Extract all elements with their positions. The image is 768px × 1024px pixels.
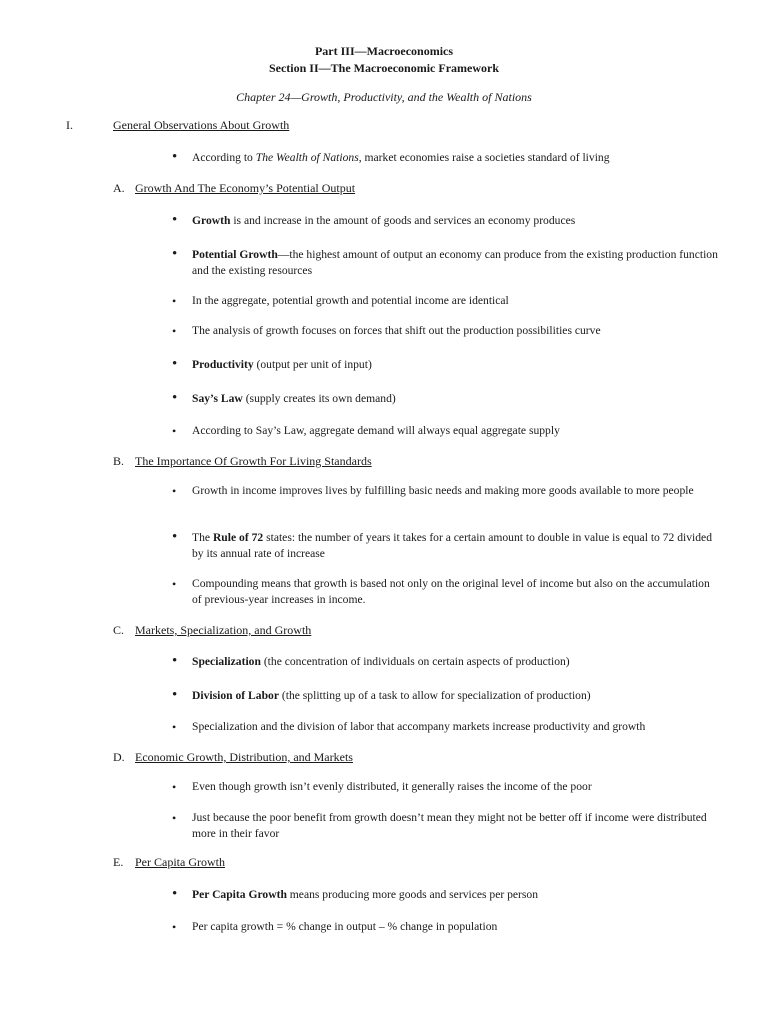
bullet-icon: • [172, 577, 177, 591]
outline-numeral: I. [66, 118, 73, 132]
list-item: Specialization (the concentration of individuals on certain aspects of production) [192, 655, 570, 668]
bullet-icon: • [172, 212, 178, 228]
section-a-heading: Growth And The Economy’s Potential Output [135, 181, 356, 195]
list-item: Say’s Law (supply creates its own demand) [192, 392, 396, 405]
list-item: Potential Growth—the highest amount of output an economy can produce from the existing production function and the existing resources [192, 248, 718, 277]
section-d-letter: D. [113, 750, 125, 764]
list-item: Just because the poor benefit from growth doesn’t mean they might not be better off if income were distributed more in their favor [192, 811, 707, 840]
bullet-icon: • [172, 720, 177, 734]
bullet-icon: • [172, 920, 177, 934]
list-item: In the aggregate, potential growth and potential income are identical [192, 294, 509, 307]
bullet-icon: • [172, 653, 178, 669]
list-item: Even though growth isn’t evenly distributed, it generally raises the income of the poor [192, 780, 592, 793]
bullet-icon: • [172, 294, 177, 308]
bullet-icon: • [172, 246, 178, 262]
intro-item: According to The Wealth of Nations, market economies raise a societies standard of living [192, 151, 610, 164]
list-item: Per Capita Growth means producing more goods and services per person [192, 888, 539, 901]
section-b-heading: The Importance Of Growth For Living Standards [135, 454, 372, 468]
list-item: Per capita growth = % change in output – % change in population [192, 920, 498, 933]
section-d-heading: Economic Growth, Distribution, and Markets [135, 750, 353, 764]
list-item: According to Say’s Law, aggregate demand will always equal aggregate supply [192, 424, 560, 437]
bullet-icon: • [172, 529, 178, 545]
list-item: Compounding means that growth is based not only on the original level of income but also on the accumulation of previous-year increases in income. [192, 577, 710, 606]
bullet-icon: • [172, 424, 177, 438]
list-item: Growth in income improves lives by fulfilling basic needs and making more goods available to more people [192, 484, 694, 497]
bullet-icon: • [172, 886, 178, 902]
list-item: Growth is and increase in the amount of goods and services an economy produces [192, 214, 576, 227]
section-e-heading: Per Capita Growth [135, 855, 225, 869]
list-item: Division of Labor (the splitting up of a task to allow for specialization of production) [192, 689, 591, 702]
bullet-icon: • [172, 780, 177, 794]
section-c-letter: C. [113, 623, 125, 637]
outline-heading: General Observations About Growth [113, 118, 290, 132]
part-title: Part III—Macroeconomics [314, 44, 454, 58]
section-a-letter: A. [113, 181, 125, 195]
list-item: The Rule of 72 states: the number of years it takes for a certain amount to double in value is equal to 72 divided by its annual rate of increase [192, 531, 712, 560]
bullet-icon: • [172, 687, 178, 703]
bullet-icon: • [172, 390, 178, 406]
chapter-title: Chapter 24—Growth, Productivity, and the Wealth of Nations [236, 90, 532, 104]
bullet-icon: • [172, 484, 177, 498]
bullet-icon: • [172, 356, 178, 372]
list-item: The analysis of growth focuses on forces that shift out the production possibilities curve [192, 324, 601, 337]
list-item: Productivity (output per unit of input) [192, 358, 372, 371]
section-b-letter: B. [113, 454, 125, 468]
section-e-letter: E. [113, 855, 124, 869]
bullet-icon: • [172, 149, 178, 165]
section-title: Section II—The Macroeconomic Framework [268, 61, 500, 75]
section-c-heading: Markets, Specialization, and Growth [135, 623, 312, 637]
list-item: Specialization and the division of labor that accompany markets increase productivity and growth [192, 720, 646, 733]
bullet-icon: • [172, 324, 177, 338]
bullet-icon: • [172, 811, 177, 825]
